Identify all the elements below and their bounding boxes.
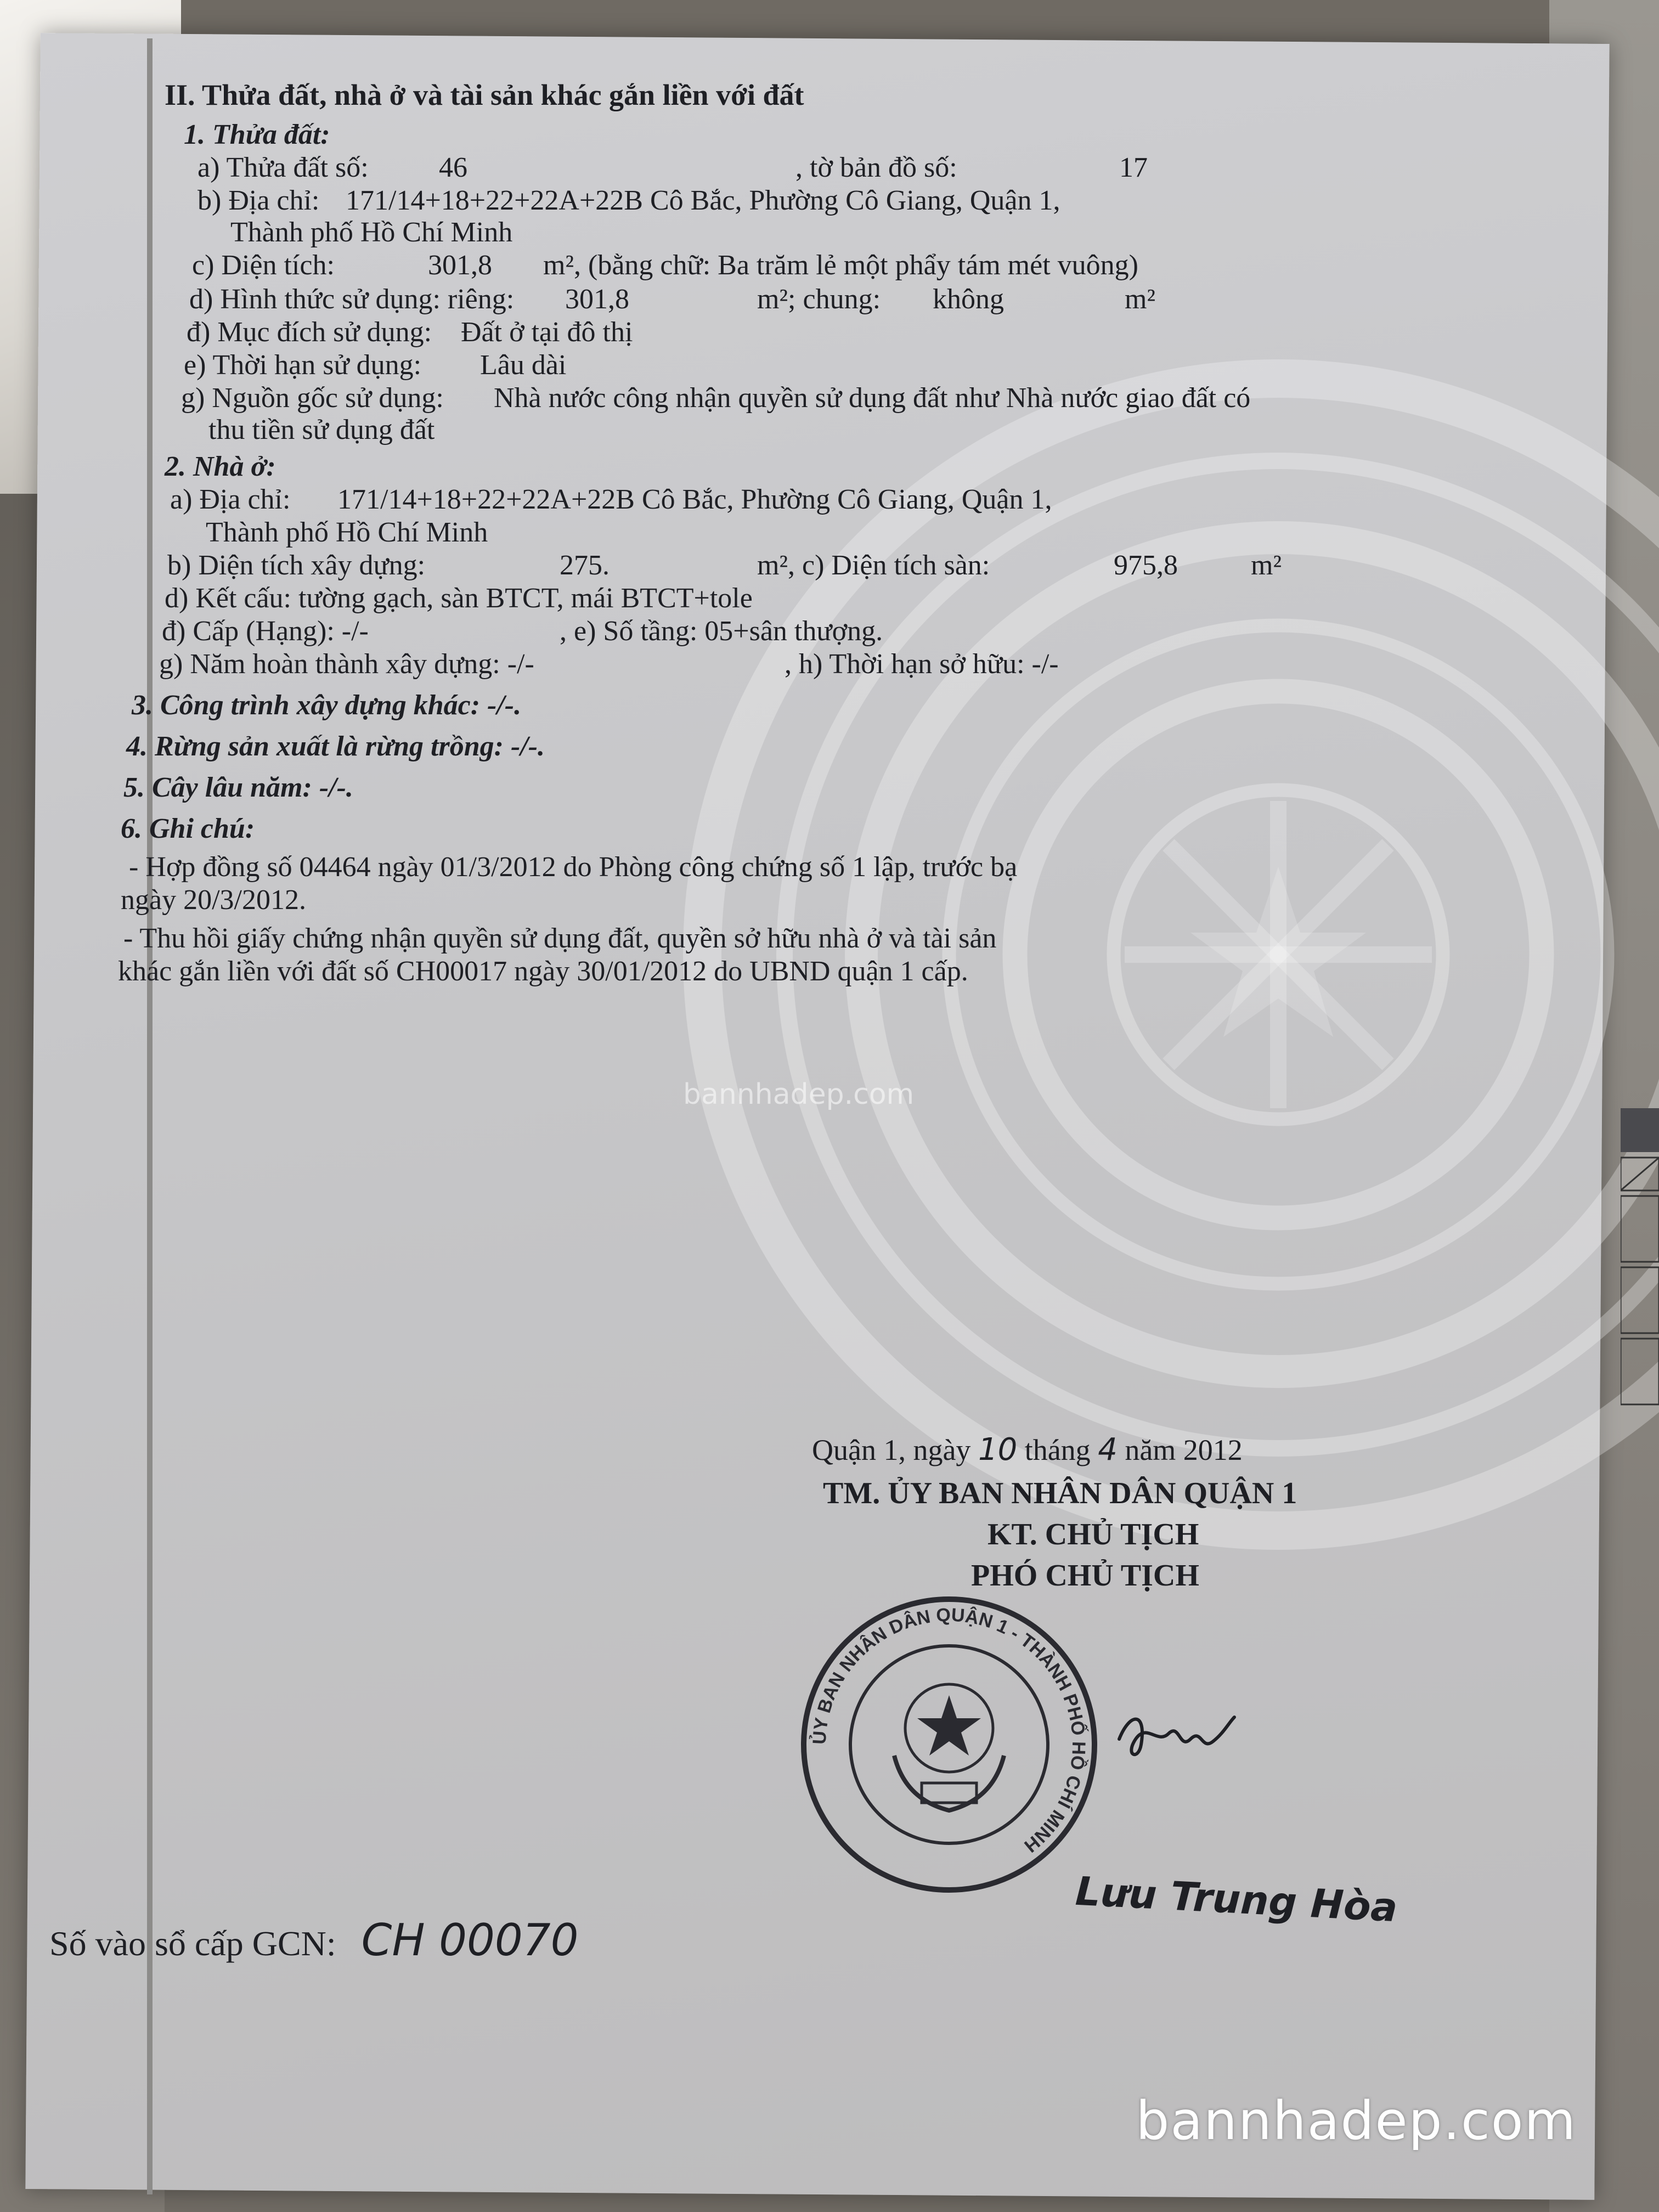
signing-date-prefix: Quận 1, ngày [812,1434,971,1466]
land-map-label: , tờ bản đồ số: [795,152,957,183]
house-ownership-term: , h) Thời hạn sở hữu: -/- [785,648,1059,680]
other-works: 3. Công trình xây dựng khác: -/-. [132,690,522,721]
land-use-shared: không [933,284,1004,315]
signing-year: năm 2012 [1125,1434,1243,1466]
note-2-line2: khác gắn liền với đất số CH00017 ngày 30/01/2012 do UBND quận 1 cấp. [118,956,968,987]
registry-line [49,1915,579,1966]
signing-month: 4 [1098,1432,1118,1468]
land-purpose-label: đ) Mục đích sử dụng: [187,317,432,348]
land-address-line1: 171/14+18+22+22A+22B Cô Bắc, Phường Cô Giang, Quận 1, [346,185,1060,216]
handwritten-signature [1108,1690,1251,1778]
land-term-label: e) Thời hạn sử dụng: [184,349,422,381]
land-heading: 1. Thửa đất: [184,119,330,150]
signing-organization: TM. ỦY BAN NHÂN DÂN QUẬN 1 [823,1476,1297,1510]
official-seal [795,1591,1103,1898]
adjacent-page-edge [1621,1108,1659,1437]
notes-heading: 6. Ghi chú: [121,813,255,844]
land-address-label: b) Địa chỉ: [198,185,320,216]
land-origin-line1: Nhà nước công nhận quyền sử dụng đất như Nhà nước giao đất có [494,382,1251,414]
page-fold [147,38,153,2194]
land-origin-label: g) Nguồn gốc sử dụng: [181,382,444,414]
land-area-value: 301,8 [428,250,492,281]
land-use-form-label: d) Hình thức sử dụng: riêng: [189,284,515,315]
house-build-area-label: b) Diện tích xây dựng: [167,550,426,581]
house-address-line1: 171/14+18+22+22A+22B Cô Bắc, Phường Cô Giang, Quận 1, [337,484,1052,515]
registry-label: Số vào sổ cấp GCN: [49,1924,336,1963]
house-floors: , e) Số tầng: 05+sân thượng. [560,616,883,647]
house-heading: 2. Nhà ở: [165,451,276,482]
house-structure: d) Kết cấu: tường gạch, sàn BTCT, mái BTCT+tole [165,583,753,614]
footer-watermark: bannhadep.com [1136,2090,1577,2152]
land-use-mid: m²; chung: [757,284,881,315]
land-purpose-value: Đất ở tại đô thị [461,317,633,348]
center-watermark: bannhadep.com [683,1078,915,1111]
house-address-line2: Thành phố Hồ Chí Minh [206,517,488,548]
land-address-line2: Thành phố Hồ Chí Minh [230,217,513,248]
house-address-label: a) Địa chỉ: [170,484,291,515]
registry-number: CH 00070 [361,1915,579,1966]
signer-name: Lưu Trung Hòa [1074,1867,1399,1931]
land-origin-line2: thu tiền sử dụng đất [208,414,435,445]
signing-day: 10 [978,1432,1018,1468]
signing-date [812,1432,1243,1468]
land-parcel-label: a) Thửa đất số: [198,152,369,183]
land-term-value: Lâu dài [480,349,567,381]
drum-emblem-watermark [483,351,1659,1668]
house-floor-area-label: m², c) Diện tích sàn: [757,550,990,581]
house-floor-area-unit: m² [1251,550,1282,581]
land-map-number: 17 [1119,152,1148,183]
signing-title-2: PHÓ CHỦ TỊCH [971,1559,1199,1593]
planted-forest: 4. Rừng sản xuất là rừng trồng: -/-. [126,731,545,762]
house-grade: đ) Cấp (Hạng): -/- [162,616,369,647]
seal-text: ỦY BAN NHÂN DÂN QUẬN 1 - THÀNH PHỐ HỒ CHÍ MINH [809,1604,1090,1857]
land-use-private: 301,8 [565,284,629,315]
house-build-area-value: 275. [560,550,610,581]
signing-month-label: tháng [1024,1434,1091,1466]
perennial-trees: 5. Cây lâu năm: -/-. [123,772,353,803]
land-area-label: c) Diện tích: [192,250,335,281]
signing-title-1: KT. CHỦ TỊCH [988,1517,1199,1551]
land-area-text: m², (bằng chữ: Ba trăm lẻ một phẩy tám mét vuông) [543,250,1138,281]
note-1-line2: ngày 20/3/2012. [121,884,306,916]
note-2-line1: - Thu hồi giấy chứng nhận quyền sử dụng đất, quyền sở hữu nhà ở và tài sản [123,923,997,954]
note-1-line1: - Hợp đồng số 04464 ngày 01/3/2012 do Phòng công chứng số 1 lập, trước bạ [129,851,1018,883]
land-use-unit: m² [1125,284,1156,315]
section-title: II. Thửa đất, nhà ở và tài sản khác gắn liền với đất [165,78,804,111]
house-floor-area-value: 975,8 [1114,550,1178,581]
house-completion-year: g) Năm hoàn thành xây dựng: -/- [159,648,534,680]
land-parcel-number: 46 [439,152,467,183]
